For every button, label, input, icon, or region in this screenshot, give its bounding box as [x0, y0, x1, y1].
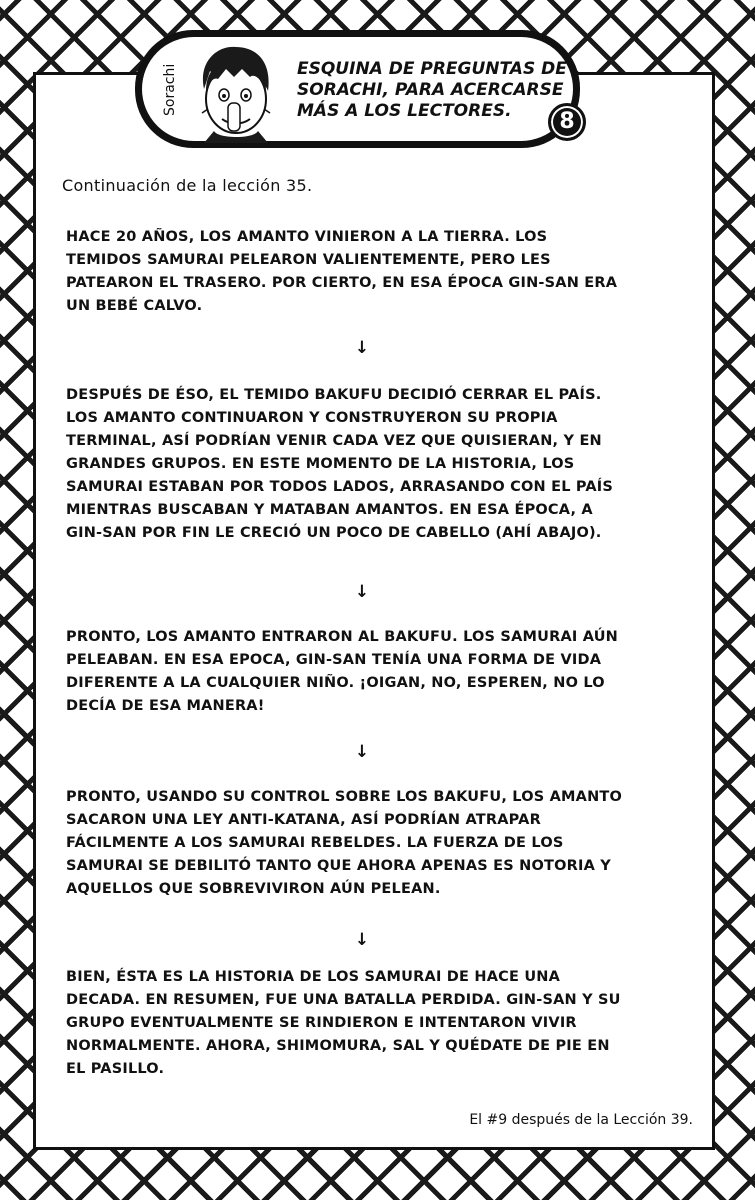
paragraph-1: HACE 20 AÑOS, LOS AMANTO VINIERON A LA TIERRA. LOS TEMIDOS SAMURAI PELEARON VALIENTEMENTE, PERO LES PATEARON EL TRASERO. POR CIERTO, EN ESA ÉPOCA GIN-SAN ERA UN BEBÉ CALVO.	[66, 229, 618, 314]
paragraph-5: BIEN, ÉSTA ES LA HISTORIA DE LOS SAMURAI DE HACE UNA DECADA. EN RESUMEN, FUE UNA BATALLA PERDIDA. GIN-SAN Y SU GRUPO EVENTUALMENTE SE RINDIERON E INTENTARON VIVIR NORMALMENTE. AHORA, SHIMOMURA, SAL Y QUÉDATE DE PIE EN EL PASILLO.	[66, 969, 621, 1077]
arrow-down-icon: ↓	[354, 582, 370, 602]
header-title-line: SORACHI, PARA ACERCARSE	[297, 80, 564, 100]
header-title	[297, 59, 567, 122]
page-header	[135, 30, 580, 148]
issue-number-badge: 8	[548, 103, 586, 141]
header-title-line: ESQUINA DE PREGUNTAS DE	[297, 59, 567, 79]
paragraph-3: PRONTO, LOS AMANTO ENTRARON AL BAKUFU. LOS SAMURAI AÚN PELEABAN. EN ESA EPOCA, GIN-SAN TENÍA UNA FORMA DE VIDA DIFERENTE A LA CUALQUIER NIÑO. ¡OIGAN, NO, ESPEREN, NO LO DECÍA DE ESA MANERA!	[66, 629, 619, 714]
paragraph-2: DESPUÉS DE ÉSO, EL TEMIDO BAKUFU DECIDIÓ CERRAR EL PAÍS. LOS AMANTO CONTINUARON Y CONSTRUYERON SU PROPIA TERMINAL, ASÍ PODRÍAN VENIR CADA VEZ QUE QUISIERAN, Y EN GRANDES GRUPOS. EN ESTE MOMENTO DE LA HISTORIA, LOS SAMURAI ESTABAN POR TODOS LADOS, ARRASANDO CON EL PAÍS MIENTRAS BUSCABAN Y MATABAN AMANTOS. EN ESA ÉPOCA, A GIN-SAN POR FIN LE CRECIÓ UN POCO DE CABELLO (AHÍ ABAJO).	[66, 387, 614, 541]
author-portrait-icon	[184, 39, 284, 143]
header-bubble	[142, 37, 573, 141]
footnote: El #9 después de la Lección 39.	[469, 1112, 693, 1128]
header-title-line: MÁS A LOS LECTORES.	[297, 101, 512, 121]
intro-text: Continuación de la lección 35.	[62, 176, 313, 195]
arrow-down-icon: ↓	[354, 338, 370, 358]
arrow-down-icon: ↓	[354, 742, 370, 762]
arrow-down-icon: ↓	[354, 930, 370, 950]
author-label: Sorachi	[162, 63, 178, 117]
paragraph-4: PRONTO, USANDO SU CONTROL SOBRE LOS BAKUFU, LOS AMANTO SACARON UNA LEY ANTI-KATANA, ASÍ PODRÍAN ATRAPAR FÁCILMENTE A LOS SAMURAI REBELDES. LA FUERZA DE LOS SAMURAI SE DEBILITÓ TANTO QUE AHORA APENAS ES NOTORIA Y AQUELLOS QUE SOBREVIVIRON AÚN PELEAN.	[66, 789, 623, 897]
